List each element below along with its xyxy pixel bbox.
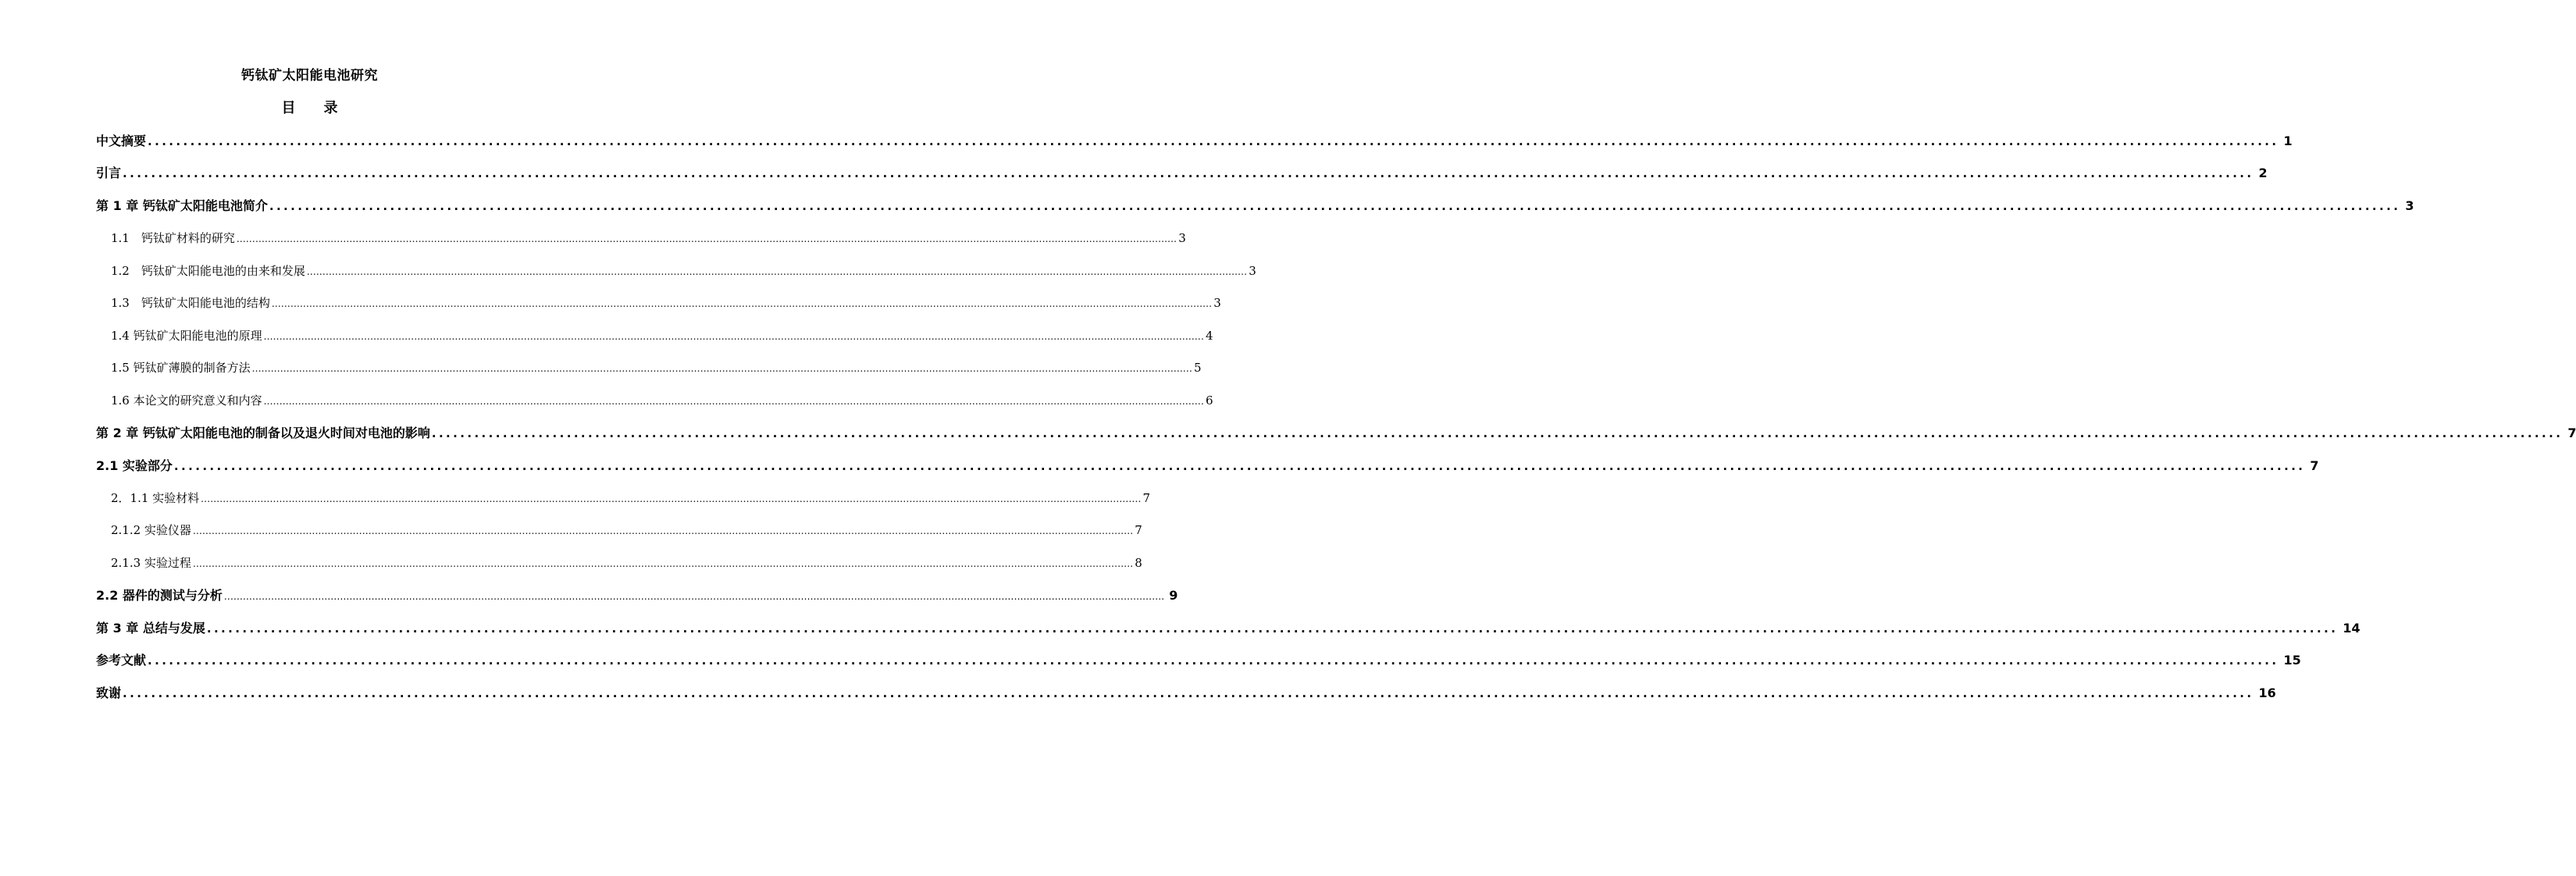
toc-entry-page: 9 xyxy=(1169,588,1178,603)
toc-entry-label: 第 3 章 总结与发展 xyxy=(96,621,205,636)
dot-leader: ............................................................................................................................................................................................................................................................................................................ xyxy=(263,331,1204,342)
toc-entry-label: 1.6 本论文的研究意义和内容 xyxy=(111,393,262,408)
toc-entry-label: 2．1.1 实验材料 xyxy=(111,491,200,505)
dot-leader: ............................................................................................................................................................................................................................................................................................................ xyxy=(192,558,1134,569)
toc-heading xyxy=(0,99,619,118)
dot-leader: ............................................................................................................................................................................................................................................................................................................ xyxy=(271,298,1213,309)
toc-entry-label: 参考文献 xyxy=(96,653,147,668)
toc-entry-page: 8 xyxy=(1135,556,1142,570)
dot-leader: ............................................................................................................................................................................................................................................................................................................ xyxy=(192,525,1134,536)
toc-entry-label: 1.3 钙钛矿太阳能电池的结构 xyxy=(111,296,270,310)
dot-leader: ............................................................................................................................................................................................................................................................................................................ xyxy=(269,199,2401,213)
toc-entry-chapter-3[interactable] xyxy=(96,620,2360,637)
dot-leader: ............................................................................................................................................................................................................................................................................................................ xyxy=(201,493,1142,504)
dot-leader: ............................................................................................................................................................................................................................................................................................................ xyxy=(173,459,2306,473)
toc-entry-introduction[interactable] xyxy=(96,165,2268,182)
dot-leader: ............................................................................................................................................................................................................................................................................................................ xyxy=(306,266,1248,277)
toc-entry-page: 3 xyxy=(1213,296,1221,310)
toc-entry-page: 7 xyxy=(2567,426,2576,440)
toc-entry-1-5[interactable] xyxy=(111,360,1202,376)
toc-entry-label: 2.1.3 实验过程 xyxy=(111,556,191,570)
toc-entry-page: 14 xyxy=(2343,621,2360,636)
dot-leader: ............................................................................................................................................................................................................................................................................................................ xyxy=(148,653,2279,668)
toc-entry-label: 2.1.2 实验仪器 xyxy=(111,523,191,537)
toc-entry-label: 2.1 实验部分 xyxy=(96,458,173,473)
toc-entry-label: 引言 xyxy=(96,166,122,180)
dot-leader: ............................................................................................................................................................................................................................................................................................................ xyxy=(123,686,2254,700)
toc-entry-2-1-2[interactable] xyxy=(111,522,1142,539)
toc-entry-label: 2.2 器件的测试与分析 xyxy=(96,588,223,603)
toc-entry-label: 1.1 钙钛矿材料的研究 xyxy=(111,231,235,245)
toc-entry-2-1-3[interactable] xyxy=(111,555,1142,572)
document-title: 钙钛矿太阳能电池研究 xyxy=(241,68,378,84)
toc-entry-label: 1.2 钙钛矿太阳能电池的由来和发展 xyxy=(111,264,305,278)
toc-entry-page: 16 xyxy=(2258,685,2276,700)
dot-leader: ............................................................................................................................................................................................................................................................................................................ xyxy=(263,396,1204,407)
toc-entry-label: 第 1 章 钙钛矿太阳能电池简介 xyxy=(96,198,268,213)
dot-leader: ............................................................................................................................................................................................................................................................................................................ xyxy=(148,134,2279,148)
toc-entry-1-2[interactable] xyxy=(111,263,1256,280)
toc-heading-char-1: 目 xyxy=(281,100,296,116)
dot-leader: ............................................................................................................................................................................................................................................................................................................ xyxy=(251,363,1192,374)
toc-entry-page: 4 xyxy=(1205,329,1213,343)
toc-entry-page: 7 xyxy=(1135,523,1142,537)
toc-entry-1-3[interactable] xyxy=(111,295,1221,312)
dot-leader: ............................................................................................................................................................................................................................................................................................................ xyxy=(223,591,1165,602)
toc-entry-page: 3 xyxy=(1178,231,1186,245)
toc-entry-references[interactable] xyxy=(96,652,2301,669)
toc-entry-label: 中文摘要 xyxy=(96,134,147,148)
toc-entry-page: 1 xyxy=(2283,134,2293,148)
toc-entry-page: 6 xyxy=(1205,393,1213,408)
toc-entry-1-6[interactable] xyxy=(111,393,1213,409)
toc-entry-page: 3 xyxy=(1249,264,1256,278)
dot-leader: ............................................................................................................................................................................................................................................................................................................ xyxy=(206,621,2339,636)
toc-entry-2-1-1[interactable] xyxy=(111,490,1151,507)
toc-entry-chapter-1[interactable] xyxy=(96,198,2414,215)
dot-leader: ............................................................................................................................................................................................................................................................................................................ xyxy=(123,166,2254,180)
toc-entry-1-1[interactable] xyxy=(111,230,1186,247)
toc-entry-page: 15 xyxy=(2283,653,2301,668)
toc-entry-chapter-2[interactable] xyxy=(96,425,2576,442)
toc-entry-label: 1.4 钙钛矿太阳能电池的原理 xyxy=(111,329,262,343)
dot-leader: ............................................................................................................................................................................................................................................................................................................ xyxy=(236,233,1178,244)
dot-leader: ............................................................................................................................................................................................................................................................................................................ xyxy=(431,426,2564,440)
toc-entry-page: 7 xyxy=(1142,491,1151,505)
toc-entry-page: 3 xyxy=(2405,198,2414,213)
toc-entry-2-1[interactable] xyxy=(96,458,2319,475)
toc-entry-label: 1.5 钙钛矿薄膜的制备方法 xyxy=(111,361,251,375)
toc-entry-label: 第 2 章 钙钛矿太阳能电池的制备以及退火时间对电池的影响 xyxy=(96,426,430,440)
toc-entry-page: 2 xyxy=(2258,166,2268,180)
toc-entry-page: 5 xyxy=(1193,361,1202,375)
toc-entry-acknowledgements[interactable] xyxy=(96,685,2276,702)
toc-entry-abstract[interactable] xyxy=(96,133,2293,150)
toc-heading-char-2: 录 xyxy=(323,100,338,116)
toc-entry-1-4[interactable] xyxy=(111,328,1213,344)
toc-entry-page: 7 xyxy=(2310,458,2319,473)
toc-entry-label: 致谢 xyxy=(96,685,122,700)
toc-entry-2-2[interactable] xyxy=(96,587,1178,605)
